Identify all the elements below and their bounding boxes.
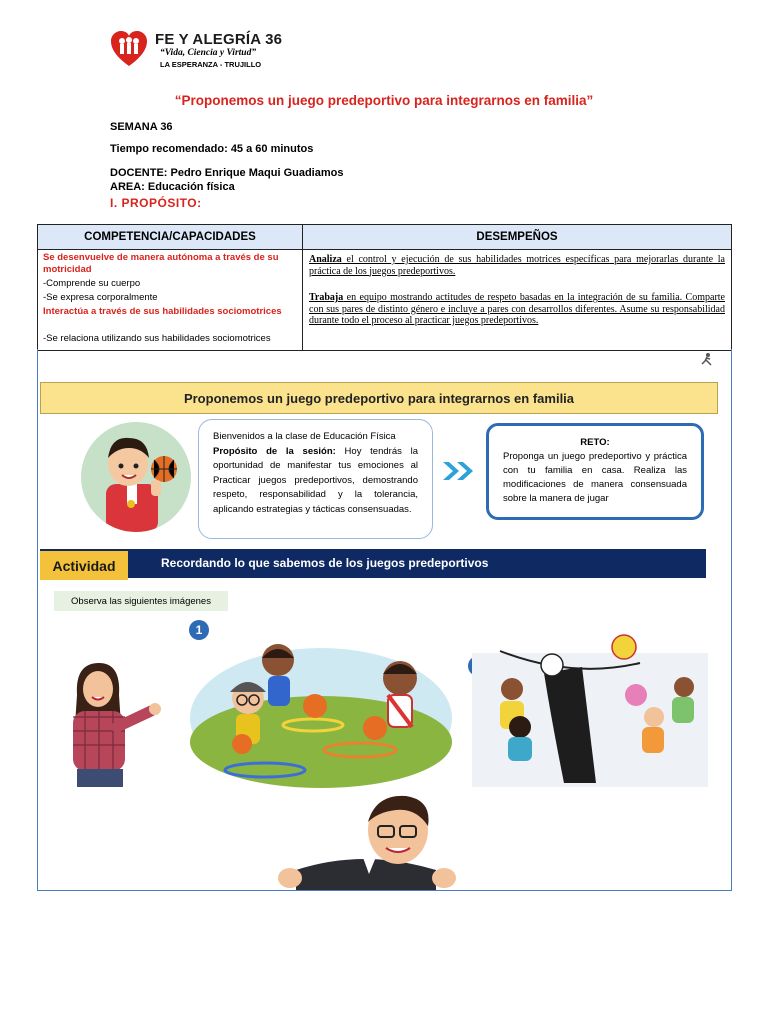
desempeno-2-verb: Trabaja [309, 292, 344, 303]
girl-pointing-illustration [55, 655, 167, 787]
welcome-box [198, 419, 433, 539]
welcome-text: Bienvenidos a la clase de Educación Física [213, 431, 396, 442]
desempeno-1-text: el control y ejecución de sus habilidades motrices específicas para mejorarlas durante la práctica de los juegos predeportivos. [309, 254, 725, 277]
challenge-text: Proponga un juego predeportivo y práctica con tu familia en casa. Realiza las modificaciones de manera consensuada sobre la manera de jugar [503, 451, 687, 504]
table-divider [302, 225, 303, 350]
activity-label: Actividad [40, 551, 128, 580]
capacidad-1: -Comprende su cuerpo [43, 278, 141, 289]
page-title: “Proponemos un juego predeportivo para integrarnos en familia” [174, 93, 594, 108]
purpose-text [213, 445, 418, 518]
purpose-label: Propósito de la sesión: [213, 445, 336, 457]
image-number-1: 1 [189, 620, 209, 640]
week-label: SEMANA 36 [110, 121, 173, 133]
competency-table [37, 224, 732, 351]
purpose-body: Hoy tendrás la oportunidad de manifestar tus emociones al Practicar juegos predeportivos, demostrando respeto, responsabilidad y la tolerancia, aplicando estrategias y tácticas consensuadas. [213, 445, 418, 515]
teacher-label: DOCENTE: Pedro Enrique Maqui Guadiamos [110, 167, 344, 179]
school-name: FE Y ALEGRÍA 36 [155, 31, 283, 48]
capacidad-2: -Se expresa corporalmente [43, 292, 158, 303]
family-net-game-illustration [472, 633, 708, 787]
kids-basketball-illustration [190, 630, 452, 788]
man-peeking-illustration [266, 792, 462, 890]
desempeno-2 [309, 292, 725, 327]
area-label: AREA: Educación física [110, 181, 235, 193]
observe-instruction: Observa las siguientes imágenes [54, 591, 228, 611]
desempeno-2-text: en equipo mostrando actitudes de respeto basadas en la integración de su familia. Comparte con sus pares de distinto género e incluye a pares con desarrollos diferentes. Asume su responsabilidad durante todo el proceso al practicar juegos predeportivos. [309, 292, 725, 326]
school-location: LA ESPERANZA - TRUJILLO [160, 60, 262, 69]
competencia-2: Interactúa a través de sus habilidades sociomotrices [43, 306, 282, 317]
desempeno-1 [309, 254, 725, 277]
table-header-competencia: COMPETENCIA/CAPACIDADES [38, 225, 302, 250]
challenge-title: RETO: [580, 437, 610, 448]
challenge-box [486, 423, 704, 520]
double-chevron-right-icon [441, 460, 477, 482]
activity-banner: Proponemos un juego predeportivo para integrarnos en familia [40, 382, 718, 414]
desempeno-1-verb: Analiza [309, 254, 342, 265]
section-heading: I. PROPÓSITO: [110, 196, 202, 210]
school-motto: “Vida, Ciencia y Virtud” [160, 48, 257, 58]
boy-with-ball-illustration [81, 422, 191, 532]
activity-heading: Recordando lo que sabemos de los juegos predeportivos [161, 556, 489, 570]
school-logo-icon [110, 30, 148, 68]
competencia-1: Se desenvuelve de manera autónoma a través de su motricidad [43, 252, 279, 275]
time-label: Tiempo recomendado: 45 a 60 minutos [110, 143, 314, 155]
runner-icon [700, 352, 714, 366]
capacidad-3: -Se relaciona utilizando sus habilidades sociomotrices [43, 333, 271, 344]
table-header-desempenos: DESEMPEÑOS [303, 225, 731, 250]
